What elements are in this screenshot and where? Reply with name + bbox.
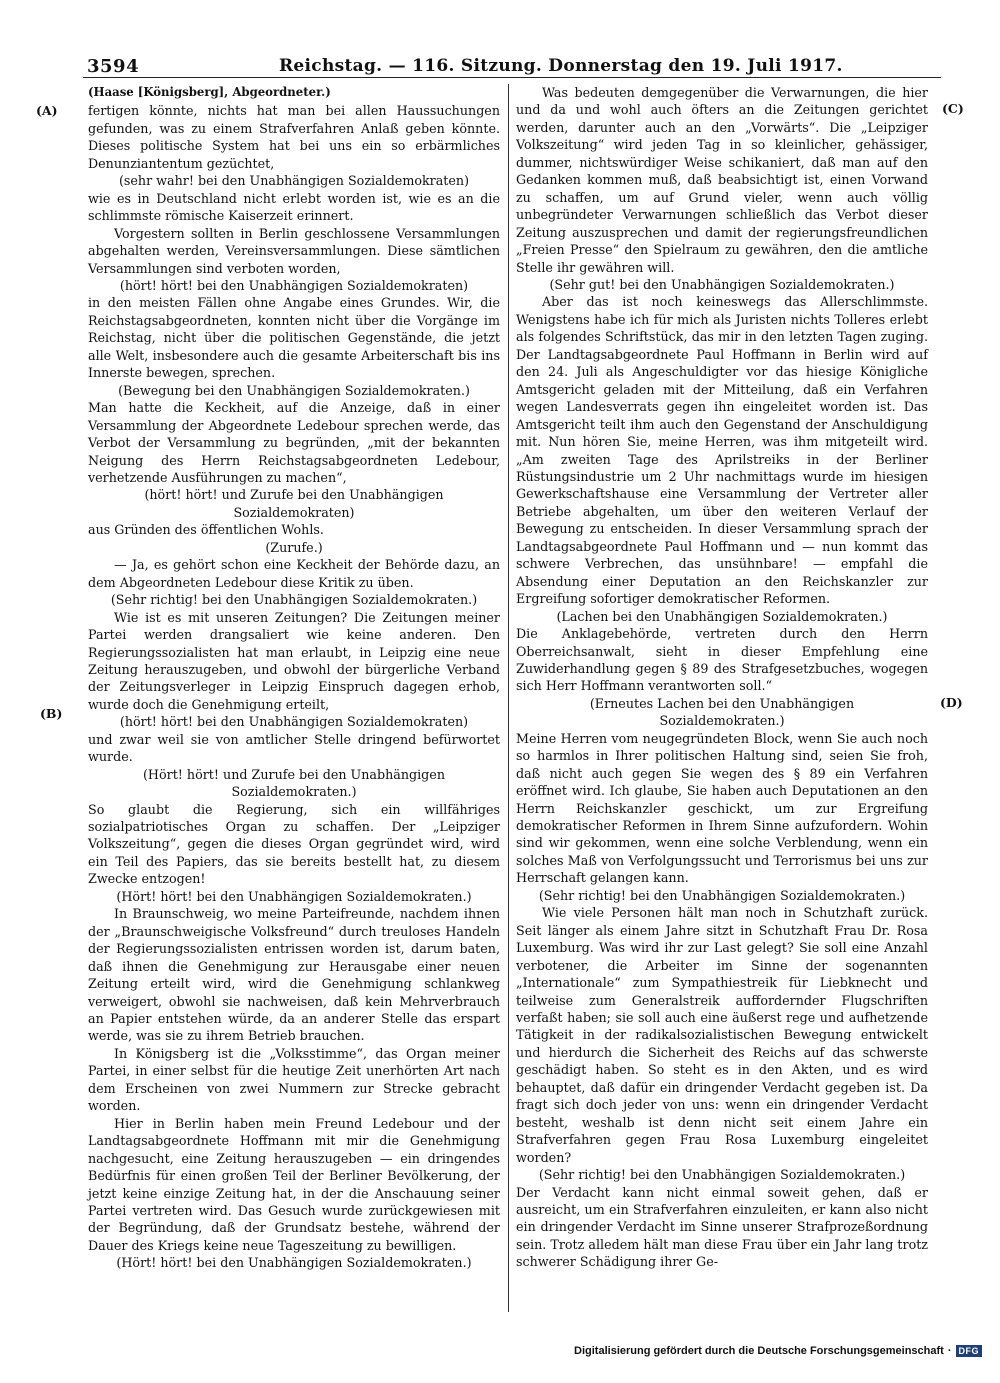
running-head: Reichstag. — 116. Sitzung. Donnerstag den 19. Juli 1917. <box>279 56 843 76</box>
paragraph: Der Verdacht kann nicht einmal soweit gehen, daß er ausreicht, um ein Strafverfahren einzuleiten, er kann also nicht ein dringender Verdacht im Sinne unserer Strafprozeßordnung sein. Trotz alledem hält man diese Frau über ein Jahr lang trotz schwerer Schädigung ihrer Ge- <box>516 1184 928 1270</box>
paragraph: Vorgestern sollten in Berlin geschlossene Versammlungen abgehalten werden, Vereinsversammlungen. Diese sämtlichen Versammlungen sind verboten worden, <box>88 225 500 276</box>
interjection: (Erneutes Lachen bei den Unabhängigen Sozialdemokraten.) <box>589 695 855 729</box>
paragraph: und zwar weil sie von amtlicher Stelle dringend befürwortet wurde. <box>88 731 500 765</box>
paragraph: Wie ist es mit unseren Zeitungen? Die Zeitungen meiner Partei werden drangsaliert wie keine anderen. Den Regierungssozialisten hat man erlaubt, in Leipzig eine neue Zeitung herauszugeben, und obwohl der bürgerliche Verband der Zeitungsverleger in Leipzig Einspruch dagegen erhob, wurde doch die Genehmigung erteilt, <box>88 609 500 712</box>
interjection: (Bewegung bei den Unabhängigen Sozialdemokraten.) <box>118 382 470 398</box>
footer-credit <box>574 1345 982 1357</box>
left-column <box>88 84 500 1272</box>
interjection: (Sehr gut! bei den Unabhängigen Sozialdemokraten.) <box>549 276 895 292</box>
speaker-label: (Haase [Königsberg], Abgeordneter.) <box>88 85 331 99</box>
paragraph: Man hatte die Keckheit, auf die Anzeige, daß in einer Versammlung der Abgeordnete Ledebour sprechen werde, das Verbot der Versammlung zu begründen, „mit der bekannten Neigung des Herrn Reichstagsabgeordneten Ledebour, verhetzende Ausführungen zu machen“, <box>88 400 500 485</box>
page-number: 3594 <box>87 56 140 77</box>
column-rule <box>508 84 509 1312</box>
paragraph: Hier in Berlin haben mein Freund Ledebour und der Landtagsabgeordnete Hoffmann mit mir die Genehmigung nachgesucht, eine Zeitung herauszugeben — ein dringendes Bedürfnis für einen großen Teil der Berliner Bevölkerung, der jetzt keine einzige Zeitung hat, in der die Anschauung seiner Partei vertreten wird. Das Gesuch wurde zurückgewiesen mit der Begründung, daß der Grundsatz bestehe, während der Dauer des Kriegs keine neue Tageszeitung zu bewilligen. <box>88 1115 500 1253</box>
paragraph: Aber das ist noch keineswegs das Allerschlimmste. Wenigstens habe ich für mich als Juristen nichts Tolleres erlebt als folgendes Schriftstück, das mir in den letzten Tagen zuging. Der Landtagsabgeordnete Paul Hoffmann in Berlin wird auf den 24. Juli als Angeschuldigter vor das hiesige Königliche Amtsgericht geladen mit der Mitteilung, daß ein Verfahren wegen Landesverrats gegen ihn eingeleitet worden ist. Das Amtsgericht teilt ihm auch den Gegenstand der Anschuldigung mit. Nun hören Sie, meine Herren, was ihm mitgeteilt wird. „Am zweiten Tage des Aprilstreiks in der Berliner Rüstungsindustrie um 2 Uhr nachmittags wurde im hiesigen Gewerkschaftshause eine Versammlung der Vertreter aller Betriebe abgehalten, um über den weiteren Verlauf der Bewegung zu entscheiden. In dieser Versammlung sprach der Landtagsabgeordnete Paul Hoffmann und — nun kommt das schwere Verbrechen, das unsühnbare! — empfahl die Absendung einer Deputation an den Reichskanzler zur Ergreifung sofortiger demokratischer Reformen. <box>516 294 928 607</box>
footer-text: Digitalisierung gefördert durch die Deutsche Forschungsgemeinschaft <box>574 1345 944 1357</box>
interjection: (Sehr richtig! bei den Unabhängigen Sozialdemokraten.) <box>110 592 478 608</box>
paragraph: So glaubt die Regierung, sich ein willfähriges sozialpatriotisches Organ zu schaffen. Der „Leipziger Volkszeitung“, gegen die dieses Organ gegründet wird, wird ein Teil des Papiers, das sie bereits bestellt hat, zu diesem Zwecke entzogen! <box>88 801 500 887</box>
interjection: (Hört! hört! und Zurufe bei den Unabhängigen Sozialdemokraten.) <box>142 766 445 800</box>
interjection: (Zurufe.) <box>265 539 323 555</box>
paragraph: In Braunschweig, wo meine Parteifreunde, nachdem ihnen der „Braunschweigische Volksfreund“ durch treuloses Handeln der Regierungssozialisten entrissen worden ist, darum baten, daß ihnen die Genehmigung zur Herausgabe einer neuen Zeitung erteilt wird, wird die Genehmigung schlankweg verweigert, obwohl sie nachweisen, daß kein Mehrverbrauch an Papier entstehen würde, da an anderer Stelle das erspart werde, was sie zu ihrem Betrieb brauchen. <box>88 906 500 1044</box>
margin-marker-a: (A) <box>36 103 58 118</box>
paragraph: In Königsberg ist die „Volksstimme“, das Organ meiner Partei, in einer selbst für die heutige Zeit unerhörten Art nach dem Erscheinen von zwei Nummern zur Strecke gebracht worden. <box>88 1045 500 1114</box>
separator: · <box>947 1345 952 1357</box>
interjection: (hört! hört! bei den Unabhängigen Sozialdemokraten) <box>119 714 469 730</box>
page-header <box>83 52 943 78</box>
interjection: (Lachen bei den Unabhängigen Sozialdemokraten.) <box>556 608 888 624</box>
paragraph: in den meisten Fällen ohne Angabe eines Grundes. Wir, die Reichstagsabgeordneten, konnten nicht über die Vorgänge im Reichstag, nicht über die politischen Gegenstände, die jetzt alle Welt, insbesondere auch die gesamte Arbeiterschaft bis ins Innerste bewegen, sprechen. <box>88 295 500 381</box>
interjection: (hört! hört! und Zurufe bei den Unabhängigen Sozialdemokraten) <box>144 487 444 520</box>
paragraph: wie es in Deutschland nicht erlebt worden ist, wie es an die schlimmste römische Kaiserzeit erinnert. <box>88 190 500 224</box>
paragraph: Meine Herren vom neugegründeten Block, wenn Sie auch noch so harmlos in Ihrer politischen Haltung sind, seien Sie froh, daß nicht auch gegen Sie wegen des § 89 ein Verfahren eröffnet wird. Ich glaube, Sie haben auch Deputationen an den Herrn Reichskanzler geschickt, um zur Ergreifung demokratischer Reformen in Ihrem Sinne aufzufordern. Wohin sind wir gekommen, wenn eine solche Verblendung, wenn ein solches Maß von Verfolgungssucht und Terrorismus bei uns zur Herrschaft gelangen kann. <box>516 730 928 886</box>
margin-marker-c: (C) <box>942 101 964 116</box>
paragraph: Was bedeuten demgegenüber die Verwarnungen, die hier und da und wohl auch öfters an die Zeitungen gerichtet werden, darunter auch an den „Vorwärts“. Die „Leipziger Volkszeitung“ wird jeden Tag in so kleinlicher, gehässiger, dummer, nichtswürdiger Weise schikaniert, daß man auf den Gedanken kommen muß, daß beabsichtigt ist, einen Vorwand zu schaffen, um auf Grund vieler, wenn auch völlig unbegründeter Verwarnungen schließlich das Verbot dieser Zeitung auszusprechen und damit der regierungsfreundlichen „Freien Presse“ den Spielraum zu gewähren, den die amtliche Stelle ihr gewähren will. <box>516 85 928 275</box>
dfg-logo: DFG <box>956 1345 983 1357</box>
paragraph: fertigen könnte, nichts hat man bei allen Haussuchungen gefunden, was zu einem Strafverfahren Anlaß geben könnte. Dieses politische System hat bei uns ein so erbärmliches Denunziantentum gezüchtet, <box>88 103 500 171</box>
interjection: (Hört! hört! bei den Unabhängigen Sozialdemokraten.) <box>116 1255 472 1271</box>
paragraph: Wie viele Personen hält man noch in Schutzhaft zurück. Seit länger als einem Jahre sitzt in Schutzhaft Frau Dr. Rosa Luxemburg. Was wird ihr zur Last gelegt? Sie soll eine Anzahl verbotener, die Arbeiter im Sinne der sogenannten „Internationale“ zum Sympathiestreik für Liebknecht und teilweise zum Generalstreik auffordernder Flugschriften verfaßt haben; sie soll auch eine äußerst rege und aufhetzende Tätigkeit in der radikalsozialistischen Bewegung entwickelt und hierdurch die Sicherheit des Reichs auf das schwerste geschädigt haben. So steht es in den Akten, und es wird behauptet, daß dafür ein dringender Verdacht gegeben ist. Da fragt sich doch jeder von uns: wenn ein dringender Verdacht besteht, weshalb ist denn nicht seit einem Jahre ein Strafverfahren gegen Frau Rosa Luxemburg eingeleitet worden? <box>516 905 928 1165</box>
interjection: (Sehr richtig! bei den Unabhängigen Sozialdemokraten.) <box>538 887 906 903</box>
paragraph: — Ja, es gehört schon eine Keckheit der Behörde dazu, an dem Abgeordneten Ledebour diese Kritik zu üben. <box>88 557 500 590</box>
margin-marker-d: (D) <box>940 695 963 710</box>
margin-marker-b: (B) <box>40 706 63 721</box>
right-column <box>516 84 928 1271</box>
paragraph: Die Anklagebehörde, vertreten durch den Herrn Oberreichsanwalt, sieht in dieser Empfehlung eine Zuwiderhandlung gegen § 89 des Strafgesetzbuches, wogegen sich Herr Hoffmann verantworten soll.“ <box>516 626 928 694</box>
interjection: (sehr wahr! bei den Unabhängigen Sozialdemokraten) <box>118 173 470 189</box>
paragraph: aus Gründen des öffentlichen Wohls. <box>88 522 324 538</box>
interjection: (Hört! hört! bei den Unabhängigen Sozialdemokraten.) <box>116 888 472 904</box>
interjection: (hört! hört! bei den Unabhängigen Sozialdemokraten) <box>119 277 469 293</box>
interjection: (Sehr richtig! bei den Unabhängigen Sozialdemokraten.) <box>538 1167 906 1183</box>
header-rule <box>83 77 941 78</box>
